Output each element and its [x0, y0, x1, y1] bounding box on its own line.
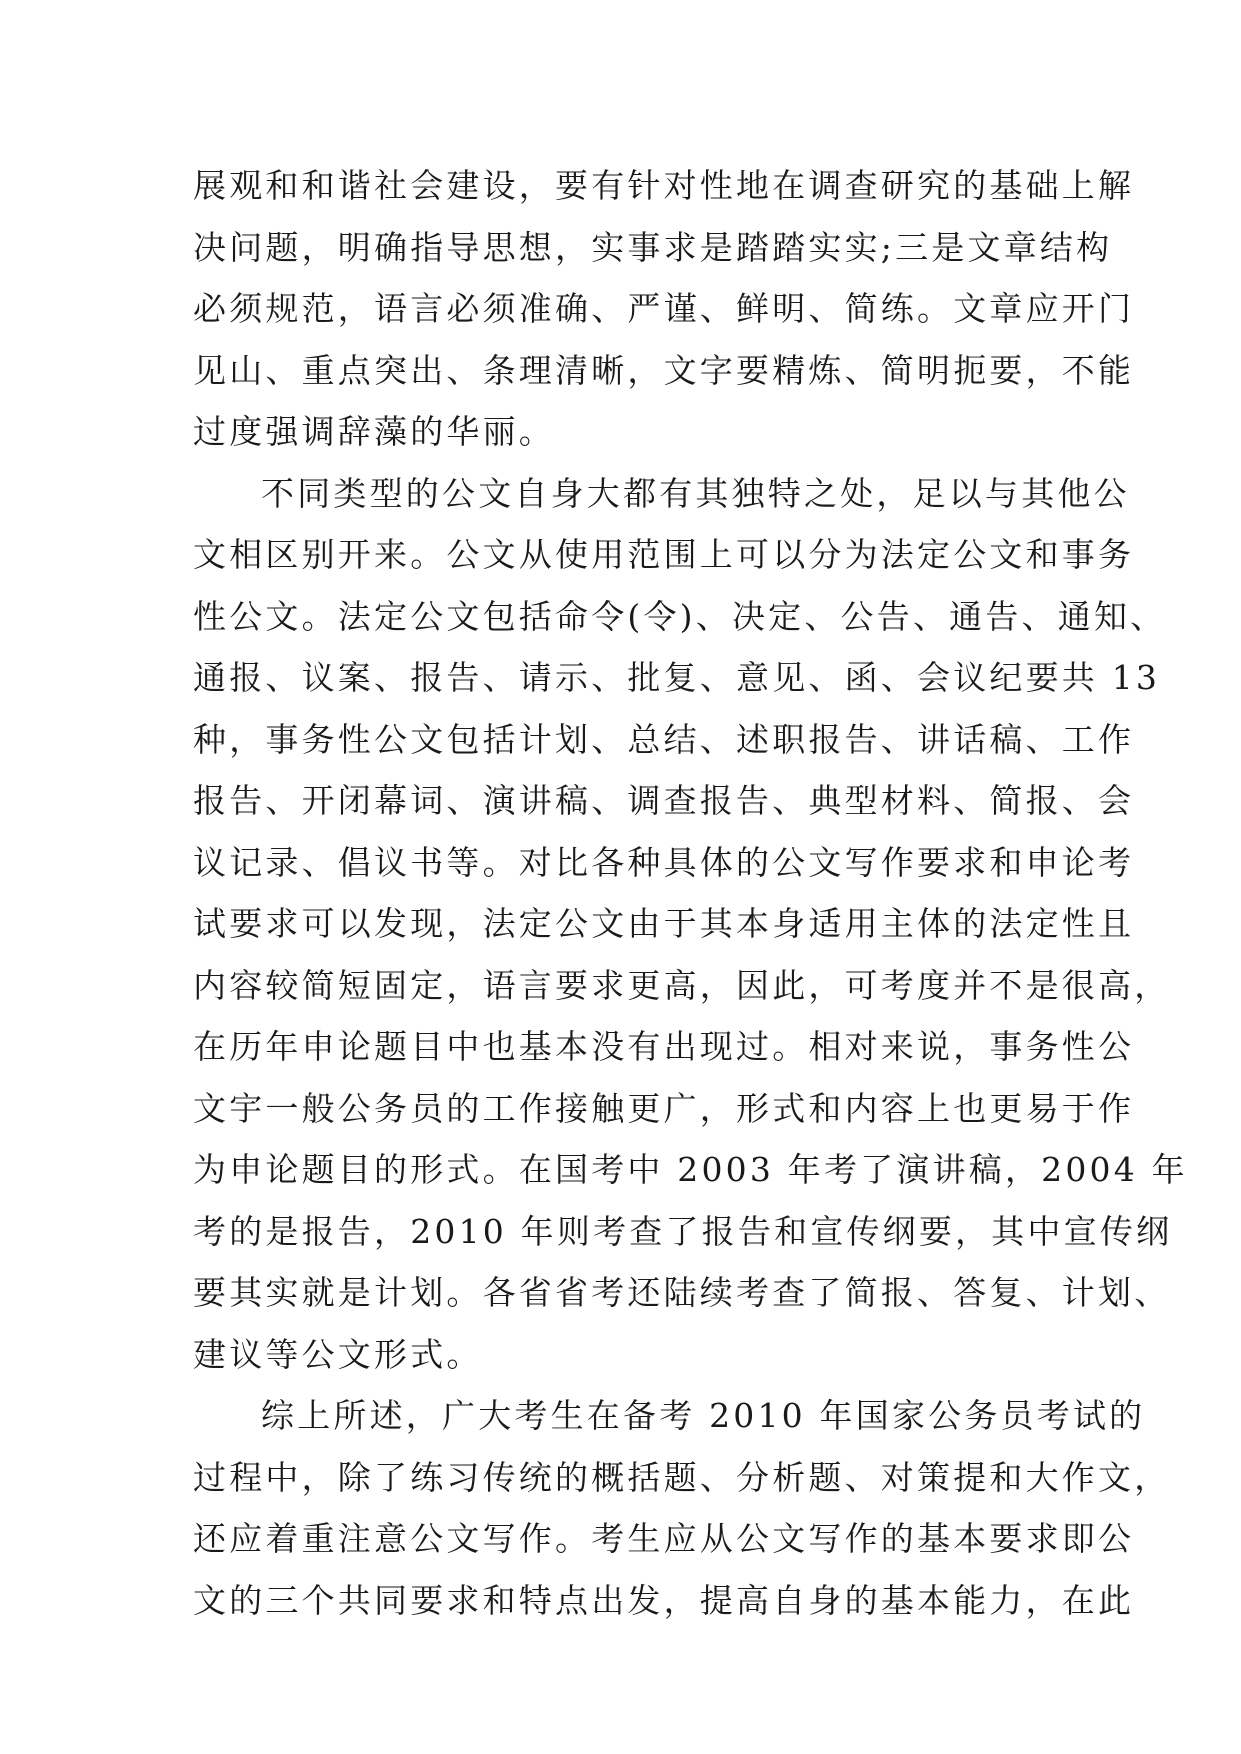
text-line: 内容较简短固定，语言要求更高，因此，可考度并不是很高， [193, 965, 1171, 1005]
text-line: 见山、重点突出、条理清晰，文字要精炼、简明扼要，不能 [193, 350, 1135, 390]
text-line: 还应着重注意公文写作。考生应从公文写作的基本要求即公 [193, 1519, 1135, 1558]
text-line: 建议等公文形式。 [193, 1334, 483, 1374]
text-line: 必须规范，语言必须准确、严谨、鲜明、简练。文章应开门 [193, 289, 1135, 328]
text-line: 为申论题目的形式。在国考中 2003 年考了演讲稿，2004 年 [193, 1150, 1188, 1189]
text-line: 文相区别开来。公文从使用范围上可以分为法定公文和事务 [193, 535, 1135, 574]
text-line: 文宇一般公务员的工作接触更广，形式和内容上也更易于作 [193, 1088, 1135, 1128]
text-line: 要其实就是计划。各省省考还陆续考查了简报、答复、计划、 [193, 1273, 1171, 1312]
text-line: 报告、开闭幕词、演讲稿、调查报告、典型材料、简报、会 [193, 781, 1135, 820]
text-line: 种，事务性公文包括计划、总结、述职报告、讲话稿、工作 [193, 719, 1135, 759]
text-line: 决问题，明确指导思想，实事求是踏踏实实;三是文章结构 [193, 227, 1113, 267]
text-line: 展观和和谐社会建设，要有针对性地在调查研究的基础上解 [193, 166, 1135, 205]
text-line: 试要求可以发现，法定公文由于其本身适用主体的法定性且 [193, 904, 1135, 943]
text-line: 通报、议案、报告、请示、批复、意见、函、会议纪要共 13 [193, 658, 1161, 697]
paragraph-start-line: 不同类型的公文自身大都有其独特之处，足以与其他公 [261, 473, 1130, 513]
text-line: 过度强调辞藻的华丽。 [193, 412, 555, 451]
text-line: 在历年申论题目中也基本没有出现过。相对来说，事务性公 [193, 1027, 1135, 1066]
body-text [193, 155, 1188, 1631]
text-line: 考的是报告，2010 年则考查了报告和宣传纲要，其中宣传纲 [193, 1211, 1173, 1251]
text-line: 过程中，除了练习传统的概括题、分析题、对策提和大作文， [193, 1457, 1171, 1497]
text-line: 性公文。法定公文包括命令(令)、决定、公告、通告、通知、 [193, 596, 1167, 636]
paragraph-start-line: 综上所述，广大考生在备考 2010 年国家公务员考试的 [261, 1396, 1146, 1435]
text-line: 文的三个共同要求和特点出发，提高自身的基本能力，在此 [193, 1580, 1135, 1620]
text-line: 议记录、倡议书等。对比各种具体的公文写作要求和申论考 [193, 842, 1135, 882]
